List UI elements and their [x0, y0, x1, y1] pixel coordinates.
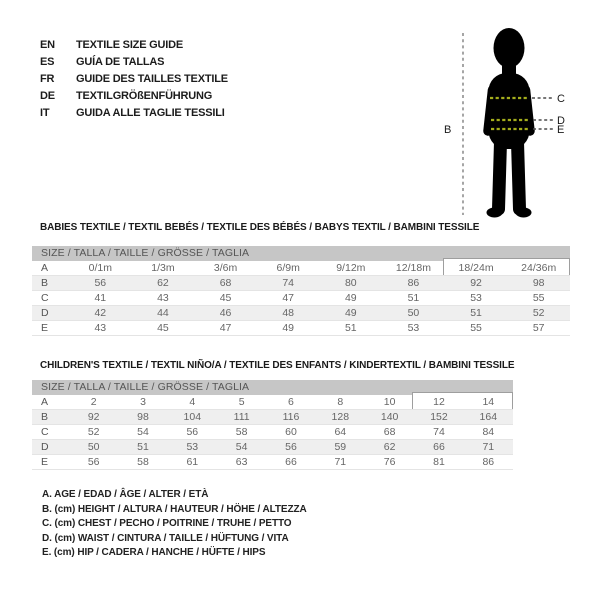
cell-value: 53 — [470, 292, 482, 304]
cell-value: 52 — [532, 307, 545, 319]
cell-value: 45 — [157, 322, 169, 334]
cell-value: 24/36m — [521, 262, 557, 274]
cell-value: 54 — [137, 426, 149, 438]
table-row-D — [32, 306, 570, 321]
language-code: IT — [40, 107, 50, 119]
cell-value: 41 — [94, 292, 107, 304]
cell-value: 164 — [479, 411, 498, 423]
cell-value: 56 — [186, 426, 199, 438]
row-label: E — [41, 322, 49, 334]
row-label: D — [41, 307, 49, 319]
row-label: A — [41, 262, 49, 274]
cell-value: 98 — [532, 277, 545, 289]
cell-value: 68 — [383, 426, 396, 438]
cell-value: 3/6m — [213, 262, 238, 274]
cell-value: 80 — [344, 277, 357, 289]
cell-value: 51 — [137, 441, 149, 453]
cell-value: 6 — [288, 396, 294, 408]
table-row-C — [32, 291, 570, 306]
babies-size-table — [32, 246, 570, 336]
language-row — [40, 71, 228, 88]
cell-value: 49 — [344, 292, 357, 304]
cell-value: 12 — [433, 396, 445, 408]
cell-value: 0/1m — [88, 262, 112, 274]
language-code: EN — [40, 39, 55, 51]
cell-value: 66 — [285, 456, 297, 468]
cell-value: 56 — [87, 456, 100, 468]
cell-value: 53 — [186, 441, 199, 453]
cell-value: 46 — [219, 307, 232, 319]
cell-value: 68 — [219, 277, 232, 289]
table-row-B — [32, 410, 513, 425]
cell-value: 55 — [470, 322, 482, 334]
cell-value: 9/12m — [336, 262, 366, 274]
table-row-E — [32, 455, 513, 470]
language-guide-title: GUÍA DE TALLAS — [76, 56, 165, 68]
cell-value: 98 — [137, 411, 149, 423]
measurement-legend — [42, 488, 307, 561]
language-guide-title: GUIDE DES TAILLES TEXTILE — [76, 73, 228, 85]
cell-value: 81 — [433, 456, 445, 468]
size-header-bar: SIZE / TALLA / TAILLE / GRÖSSE / TAGLIA — [32, 380, 513, 395]
cell-value: 60 — [285, 426, 297, 438]
hip-label: E — [557, 124, 565, 136]
legend-line: A. AGE / EDAD / ÂGE / ALTER / ETÀ — [42, 489, 209, 500]
row-label: B — [41, 411, 49, 423]
cell-value: 92 — [470, 277, 482, 289]
cell-value: 92 — [87, 411, 100, 423]
cell-value: 71 — [334, 456, 347, 468]
cell-value: 55 — [532, 292, 545, 304]
table-row-E — [32, 321, 570, 336]
cell-value: 49 — [344, 307, 357, 319]
cell-value: 51 — [344, 322, 357, 334]
legend-line: E. (cm) HIP / CADERA / HANCHE / HÜFTE / HIPS — [42, 547, 266, 558]
cell-value: 51 — [407, 292, 420, 304]
language-code: ES — [40, 56, 55, 68]
table-row-B — [32, 276, 570, 291]
row-label: C — [41, 426, 49, 438]
cell-value: 152 — [430, 411, 448, 423]
cell-value: 1/3m — [151, 262, 175, 274]
cell-value: 84 — [482, 426, 495, 438]
cell-value: 10 — [383, 396, 396, 408]
table-row-C — [32, 425, 513, 440]
language-row — [40, 88, 228, 105]
row-label: C — [41, 292, 49, 304]
table-row-D — [32, 440, 513, 455]
cell-value: 57 — [532, 322, 545, 334]
legend-line: C. (cm) CHEST / PECHO / POITRINE / TRUHE / PETTO — [42, 518, 292, 529]
chest-label: C — [557, 93, 565, 105]
cell-value: 43 — [157, 292, 169, 304]
cell-value: 51 — [470, 307, 482, 319]
cell-value: 71 — [482, 441, 495, 453]
legend-line: D. (cm) WAIST / CINTURA / TAILLE / HÜFTUNG / VITA — [42, 532, 289, 544]
cell-value: 104 — [183, 411, 202, 423]
cell-value: 5 — [238, 396, 245, 408]
language-title-list — [40, 37, 228, 122]
cell-value: 45 — [219, 292, 232, 304]
cell-value: 49 — [282, 322, 295, 334]
cell-value: 56 — [285, 441, 297, 453]
language-guide-title: TEXTILGRÖßENFÜHRUNG — [76, 90, 213, 102]
cell-value: 66 — [433, 441, 445, 453]
cell-value: 48 — [282, 307, 295, 319]
height-label: B — [444, 124, 452, 136]
language-row — [40, 105, 228, 122]
babies-section-title: BABIES TEXTILE / TEXTIL BEBÉS / TEXTILE DES BÉBÉS / BABYS TEXTIL / BAMBINI TESSILE — [40, 222, 480, 233]
cell-value: 140 — [380, 411, 399, 423]
cell-value: 47 — [219, 322, 232, 334]
row-label: E — [41, 456, 49, 468]
cell-value: 58 — [137, 456, 149, 468]
cell-value: 4 — [189, 396, 196, 408]
language-code: DE — [40, 90, 55, 102]
cell-value: 111 — [233, 411, 250, 423]
cell-value: 52 — [87, 426, 100, 438]
cell-value: 2 — [90, 396, 97, 408]
cell-value: 54 — [235, 441, 248, 453]
cell-value: 86 — [482, 456, 495, 468]
cell-value: 50 — [407, 307, 420, 319]
cell-value: 74 — [282, 277, 295, 289]
size-header-bar: SIZE / TALLA / TAILLE / GRÖSSE / TAGLIA — [32, 246, 570, 261]
table-row-A — [32, 395, 513, 410]
child-silhouette — [487, 28, 532, 218]
legend-line: B. (cm) HEIGHT / ALTURA / HAUTEUR / HÖHE / ALTEZZA — [42, 503, 307, 515]
cell-value: 56 — [94, 277, 107, 289]
cell-value: 44 — [157, 307, 169, 319]
cell-value: 59 — [334, 441, 347, 453]
cell-value: 61 — [186, 456, 199, 468]
row-label: B — [41, 277, 49, 289]
cell-value: 42 — [94, 307, 107, 319]
cell-value: 18/24m — [458, 262, 494, 274]
cell-value: 8 — [337, 396, 344, 408]
table-row-A — [32, 261, 570, 276]
language-guide-title: GUIDA ALLE TAGLIE TESSILI — [76, 107, 225, 119]
cell-value: 128 — [331, 411, 350, 423]
language-row — [40, 37, 228, 54]
cell-value: 6/9m — [276, 262, 300, 274]
waist-label: D — [557, 115, 565, 127]
cell-value: 47 — [282, 292, 295, 304]
row-label: D — [41, 441, 49, 453]
cell-value: 64 — [334, 426, 347, 438]
cell-value: 14 — [482, 396, 495, 408]
language-code: FR — [40, 73, 55, 85]
cell-value: 50 — [87, 441, 100, 453]
cell-value: 86 — [407, 277, 420, 289]
cell-value: 12/18m — [395, 262, 431, 274]
cell-value: 62 — [383, 441, 396, 453]
cell-value: 62 — [157, 277, 169, 289]
cell-value: 63 — [235, 456, 248, 468]
language-guide-title: TEXTILE SIZE GUIDE — [76, 39, 184, 51]
child-silhouette-figure — [430, 10, 600, 230]
cell-value: 116 — [282, 411, 300, 423]
cell-value: 53 — [407, 322, 420, 334]
cell-value: 74 — [433, 426, 445, 438]
cell-value: 43 — [94, 322, 107, 334]
cell-value: 58 — [235, 426, 248, 438]
row-label: A — [41, 396, 49, 408]
children-size-table — [32, 380, 513, 470]
language-row — [40, 54, 228, 71]
cell-value: 3 — [140, 396, 146, 408]
cell-value: 76 — [383, 456, 396, 468]
children-section-title: CHILDREN'S TEXTILE / TEXTIL NIÑO/A / TEXTILE DES ENFANTS / KINDERTEXTIL / BAMBINI TESSILE — [40, 360, 515, 371]
